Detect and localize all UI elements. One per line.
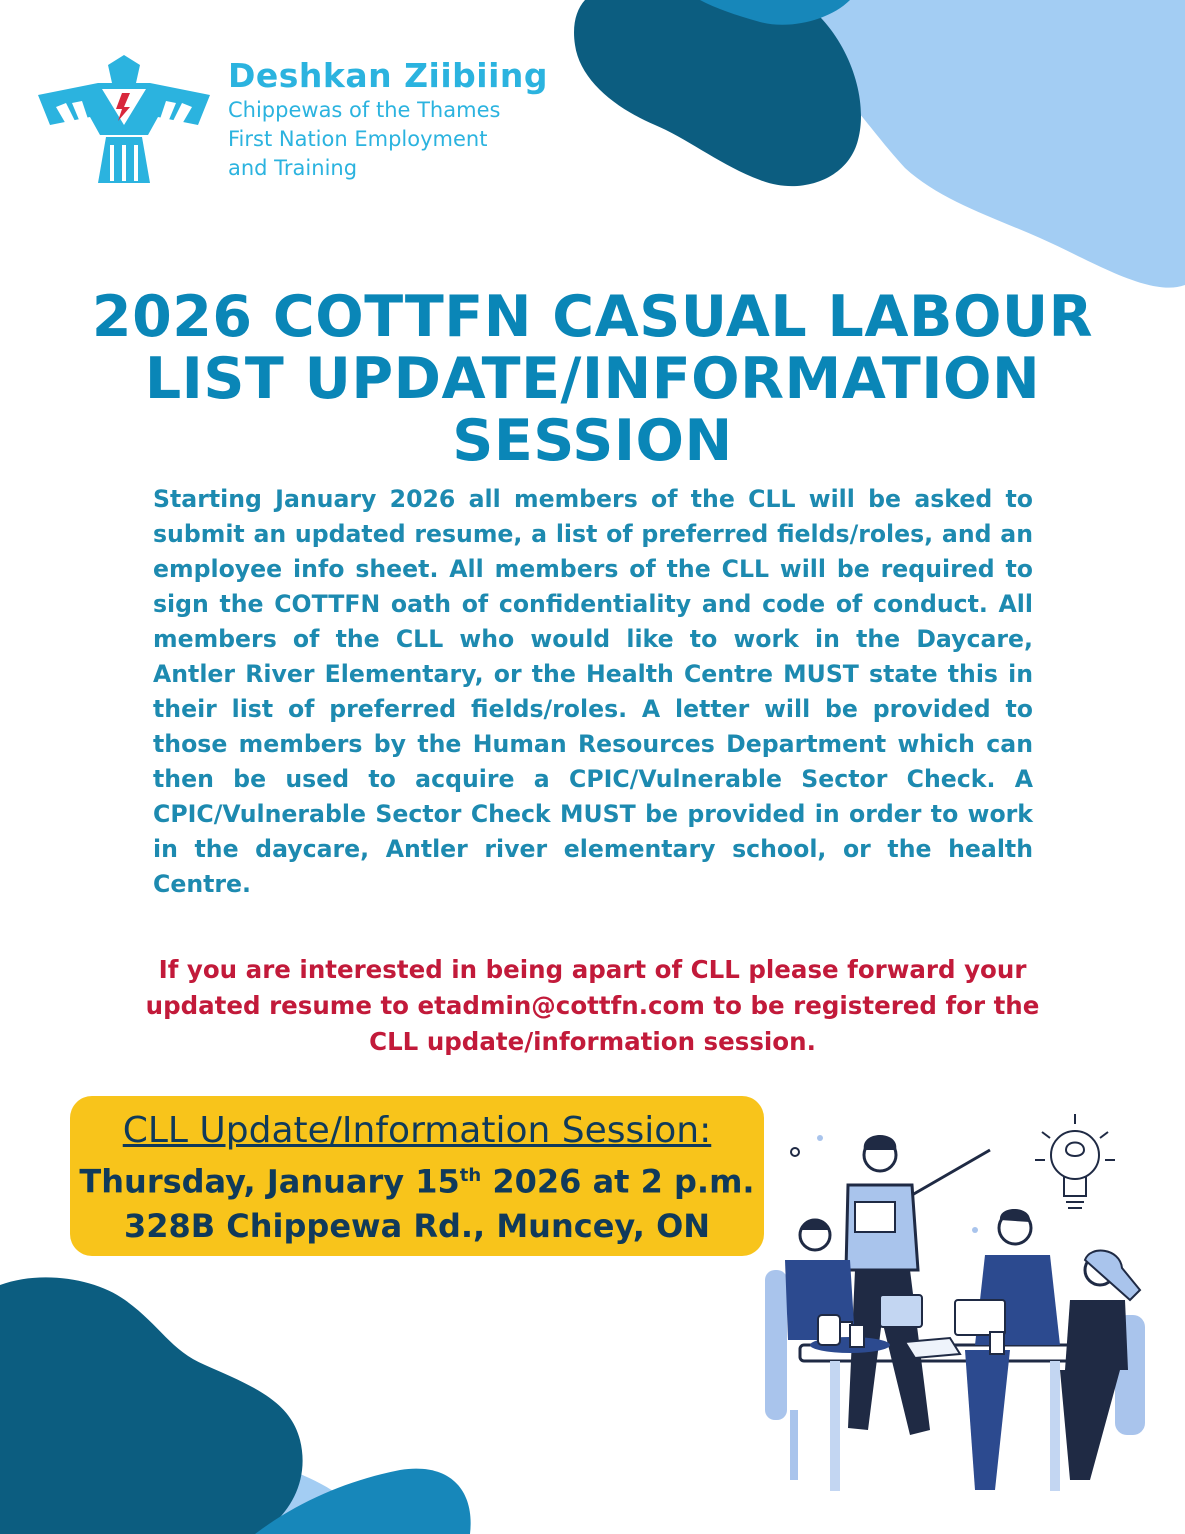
org-line-3: and Training xyxy=(228,156,358,180)
org-line-1: Chippewas of the Thames xyxy=(228,98,501,122)
body-paragraph: Starting January 2026 all members of the CLL will be asked to submit an updated resume, a list of preferred fields/roles, and an employee info sheet. All members of the CLL will be required to sign the COTTFN oath of confidentiality and code of conduct. All members of the CLL who would like to work in the Daycare, Antler River Elementary, or the Health Centre MUST state this in their list of preferred fields/roles. A letter will be provided to those members by the Human Resources Department which can then be used to acquire a CPIC/Vulnerable Sector Check. A CPIC/Vulnerable Sector Check MUST be provided in order to work in the daycare, Antler river elementary school, or the health Centre. xyxy=(153,485,1033,898)
logo-text xyxy=(228,56,548,183)
bottom-left-dark-blob xyxy=(0,1277,303,1534)
session-date-prefix: Thursday, January 15 xyxy=(79,1162,460,1201)
top-right-dark-blob xyxy=(574,0,861,186)
notice-line-2: updated resume to etadmin@cottfn.com to be registered for the xyxy=(145,991,1040,1020)
lightbulb-icon xyxy=(1035,1114,1115,1208)
org-line-2: First Nation Employment xyxy=(228,127,488,151)
table xyxy=(800,1345,1090,1491)
team-meeting-illustration xyxy=(760,1110,1160,1510)
session-info-box xyxy=(70,1096,764,1256)
title-line-1: 2026 COTTFN CASUAL LABOUR xyxy=(91,284,1094,350)
session-address: 328B Chippewa Rd., Muncey, ON xyxy=(123,1206,711,1245)
session-date-suffix: th xyxy=(459,1165,482,1186)
thunderbird-logo-icon xyxy=(38,55,210,185)
title-line-2: LIST UPDATE/INFORMATION xyxy=(144,346,1041,412)
session-title: CLL Update/Information Session: xyxy=(122,1110,712,1151)
title-line-3: SESSION xyxy=(452,408,733,474)
notice-line-1: If you are interested in being apart of CLL please forward your xyxy=(158,955,1027,984)
session-date xyxy=(70,1154,764,1204)
session-date-rest: 2026 at 2 p.m. xyxy=(481,1162,755,1201)
page-title xyxy=(40,286,1145,472)
org-name: Deshkan Ziibiing xyxy=(228,56,549,95)
notice-line-3: CLL update/information session. xyxy=(369,1027,816,1056)
registration-notice xyxy=(80,952,1105,1060)
